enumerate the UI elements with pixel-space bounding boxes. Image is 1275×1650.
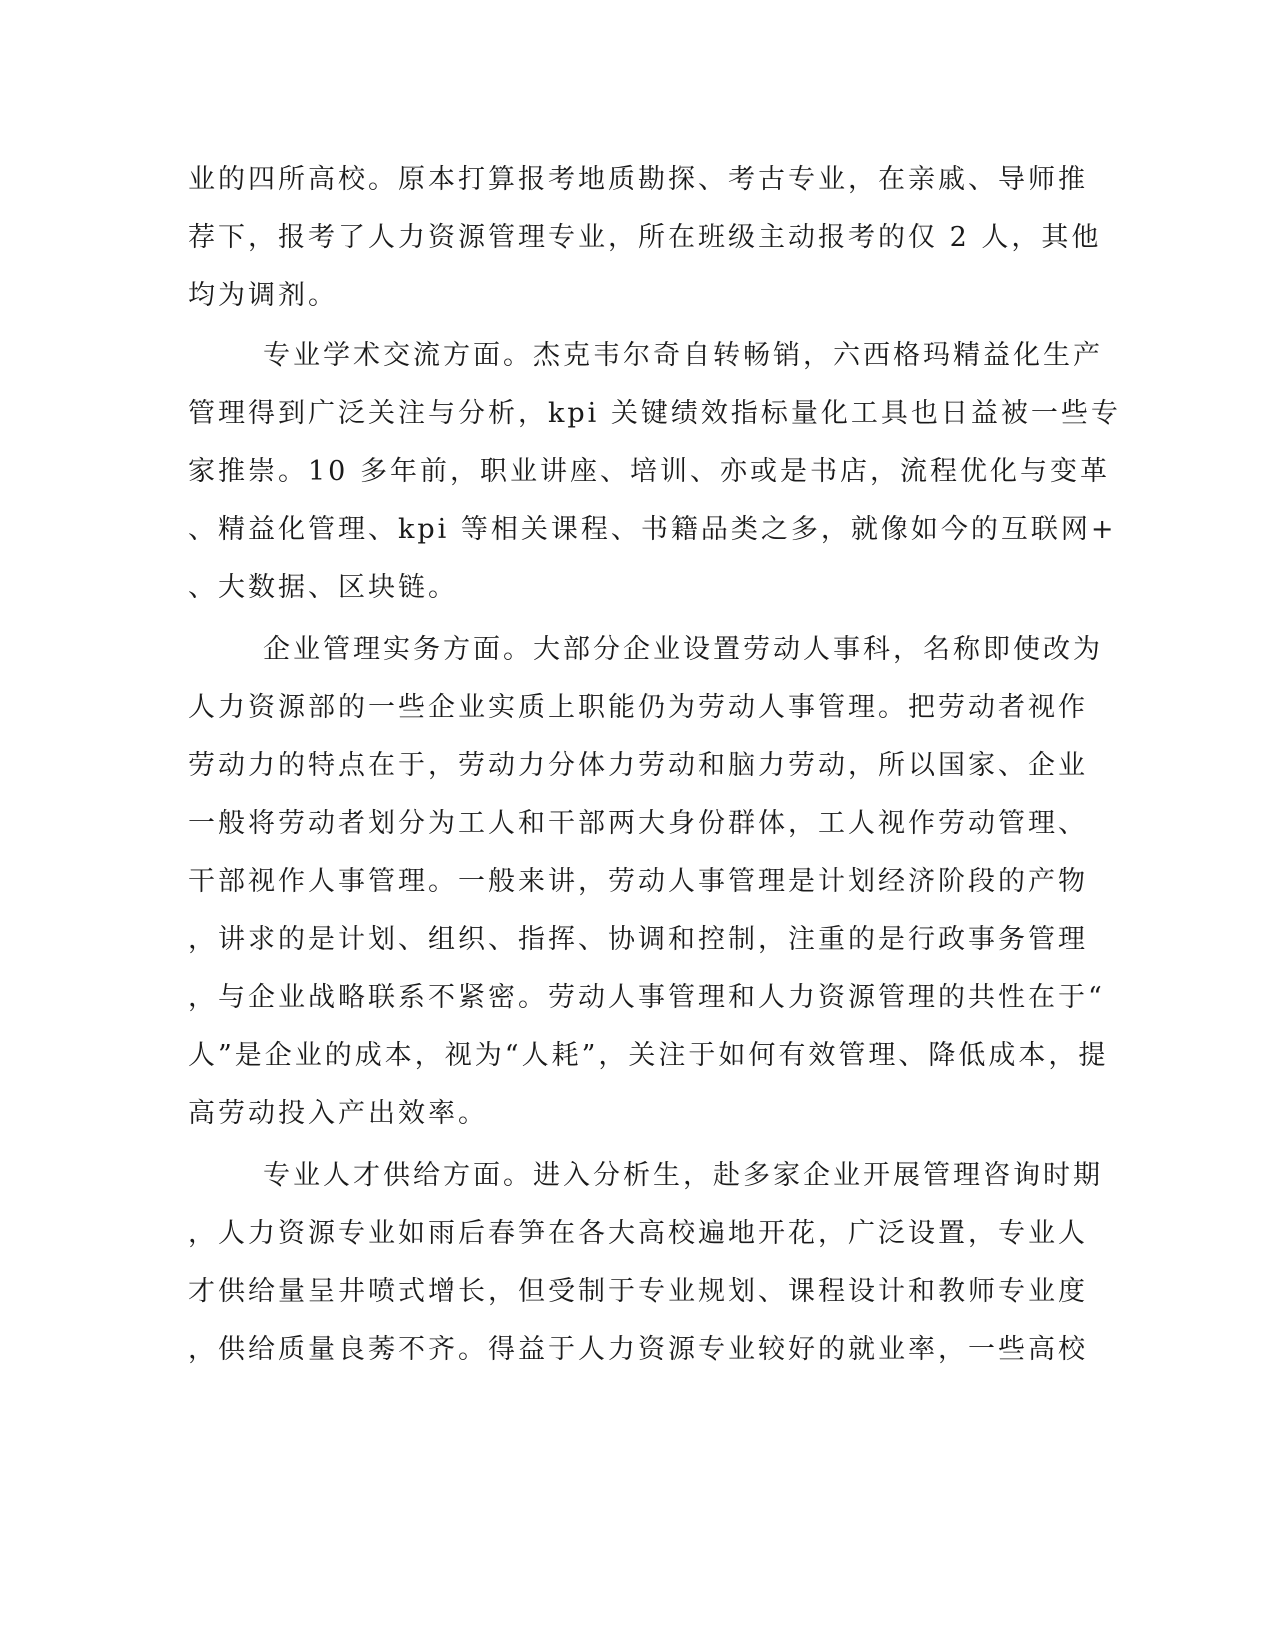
text-line: 、精益化管理、kpi 等相关课程、书籍品类之多，就像如今的互联网+ [188,514,1117,545]
paragraph-start-line: 专业学术交流方面。杰克韦尔奇自转畅销，六西格玛精益化生产 [263,340,1103,371]
text-line: ，讲求的是计划、组织、指挥、协调和控制，注重的是行政事务管理 [188,924,1088,955]
text-line: ，与企业战略联系不紧密。劳动人事管理和人力资源管理的共性在于“ [188,982,1105,1013]
text-line: 、大数据、区块链。 [188,572,458,603]
text-line: 家推崇。10 多年前，职业讲座、培训、亦或是书店，流程优化与变革 [188,456,1110,487]
text-line: 干部视作人事管理。一般来讲，劳动人事管理是计划经济阶段的产物 [188,866,1088,897]
text-line: 高劳动投入产出效率。 [188,1098,488,1129]
text-line: 劳动力的特点在于，劳动力分体力劳动和脑力劳动，所以国家、企业 [188,750,1088,781]
paragraph-start-line: 专业人才供给方面。进入分析生，赴多家企业开展管理咨询时期 [263,1160,1103,1191]
text-line: 人力资源部的一些企业实质上职能仍为劳动人事管理。把劳动者视作 [188,692,1088,723]
text-line: 荐下，报考了人力资源管理专业，所在班级主动报考的仅 2 人，其他 [188,222,1102,253]
paragraph-start-line: 企业管理实务方面。大部分企业设置劳动人事科，名称即使改为 [263,634,1103,665]
text-line: 人”是企业的成本，视为“人耗”，关注于如何有效管理、降低成本，提 [188,1040,1109,1071]
text-line: ，供给质量良莠不齐。得益于人力资源专业较好的就业率，一些高校 [188,1334,1088,1365]
text-line: 均为调剂。 [188,280,338,311]
text-line: 管理得到广泛关注与分析，kpi 关键绩效指标量化工具也日益被一些专 [188,398,1121,429]
text-line: 业的四所高校。原本打算报考地质勘探、考古专业，在亲戚、导师推 [188,164,1088,195]
text-line: 才供给量呈井喷式增长，但受制于专业规划、课程设计和教师专业度 [188,1276,1088,1307]
text-line: ，人力资源专业如雨后春笋在各大高校遍地开花，广泛设置，专业人 [188,1218,1088,1249]
text-line: 一般将劳动者划分为工人和干部两大身份群体，工人视作劳动管理、 [188,808,1088,839]
